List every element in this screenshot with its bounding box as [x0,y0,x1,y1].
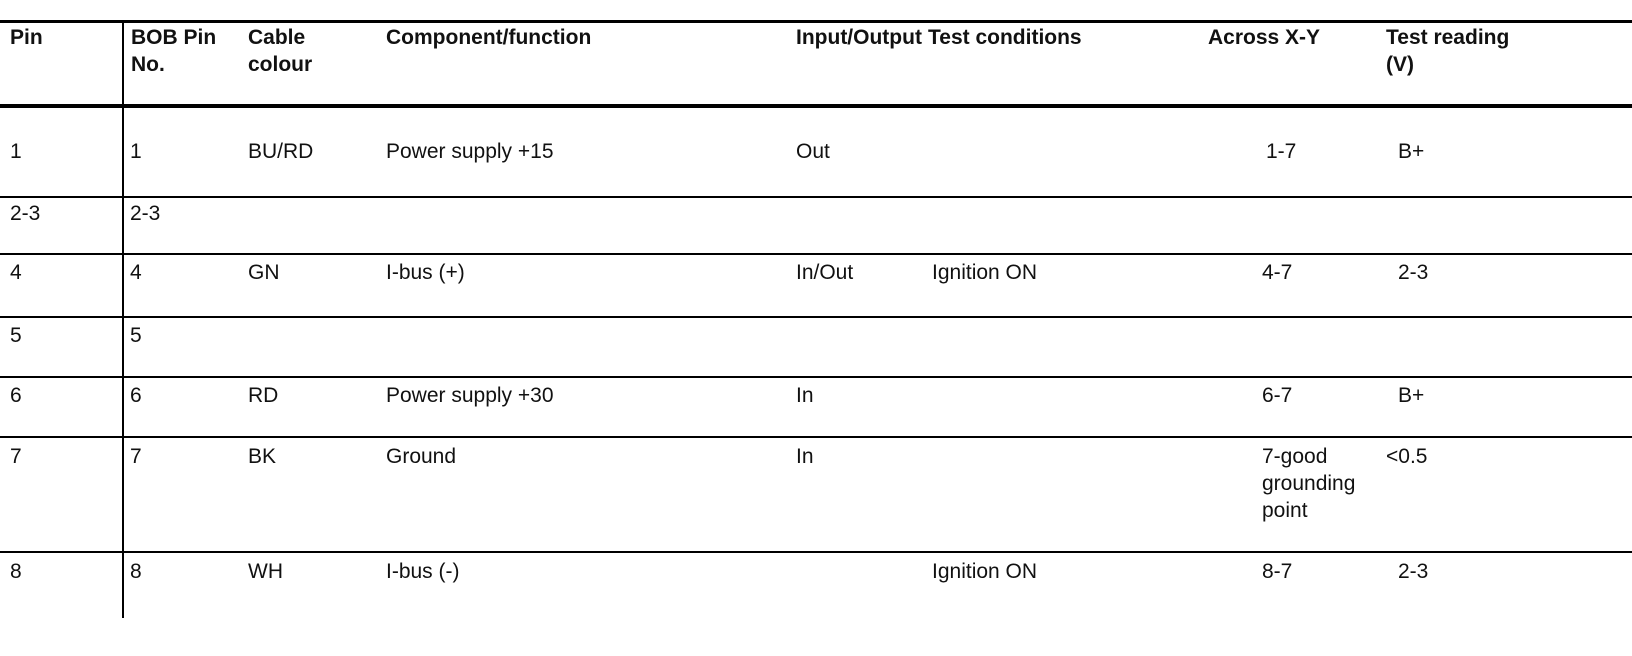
column-divider [122,20,124,618]
cell-cable-colour: BU/RD [248,140,314,163]
cell-pin: 5 [10,324,22,347]
cell-cable-colour: BK [248,445,277,468]
cell-pin: 2-3 [10,202,41,225]
cell-test-conditions: Ignition ON [932,560,1038,583]
cell-across-x-y: 4-7 [1262,261,1293,284]
cell-bob-pin: 2-3 [130,202,161,225]
cell-component: Ground [386,445,457,468]
header-across-x-y: Across X-Y [1208,26,1321,49]
cell-test-reading: 2-3 [1398,560,1429,583]
cell-input-output: In/Out [796,261,854,284]
header-pin: Pin [10,26,43,49]
cell-across-x-y: 6-7 [1262,384,1293,407]
cell-component: I-bus (+) [386,261,465,284]
header-cable-colour: Cable colour [248,26,313,76]
row-divider [0,253,1632,255]
cell-pin: 4 [10,261,22,284]
cell-input-output: In [796,384,814,407]
header-test-reading: Test reading (V) [1386,26,1510,76]
cell-bob-pin: 1 [130,140,142,163]
cell-bob-pin: 6 [130,384,142,407]
header-test-conditions: Test conditions [928,26,1082,49]
cell-cable-colour: RD [248,384,279,407]
cell-pin: 6 [10,384,22,407]
cell-test-conditions: Ignition ON [932,261,1038,284]
row-divider [0,196,1632,198]
cell-pin: 8 [10,560,22,583]
cell-bob-pin: 7 [130,445,142,468]
cell-cable-colour: GN [248,261,280,284]
cell-input-output: In [796,445,814,468]
header-bob-pin-no: BOB Pin No. [131,26,217,76]
cell-pin: 7 [10,445,22,468]
cell-component: Power supply +15 [386,140,554,163]
cell-component: Power supply +30 [386,384,554,407]
row-divider [0,376,1632,378]
cell-across-x-y: 7-good grounding point [1262,445,1356,522]
header-bottom-rule [0,104,1632,108]
cell-bob-pin: 8 [130,560,142,583]
table-top-rule [0,20,1632,23]
cell-component: I-bus (-) [386,560,460,583]
row-divider [0,316,1632,318]
header-input-output: Input/Output [796,26,922,49]
cell-test-reading: B+ [1398,384,1425,407]
cell-cable-colour: WH [248,560,283,583]
header-component-function: Component/function [386,26,592,49]
cell-test-reading: <0.5 [1386,445,1428,468]
row-divider [0,551,1632,553]
cell-across-x-y: 1-7 [1266,140,1297,163]
cell-test-reading: B+ [1398,140,1425,163]
cell-bob-pin: 5 [130,324,142,347]
cell-pin: 1 [10,140,22,163]
cell-across-x-y: 8-7 [1262,560,1293,583]
cell-test-reading: 2-3 [1398,261,1429,284]
cell-bob-pin: 4 [130,261,142,284]
cell-input-output: Out [796,140,830,163]
row-divider [0,436,1632,438]
